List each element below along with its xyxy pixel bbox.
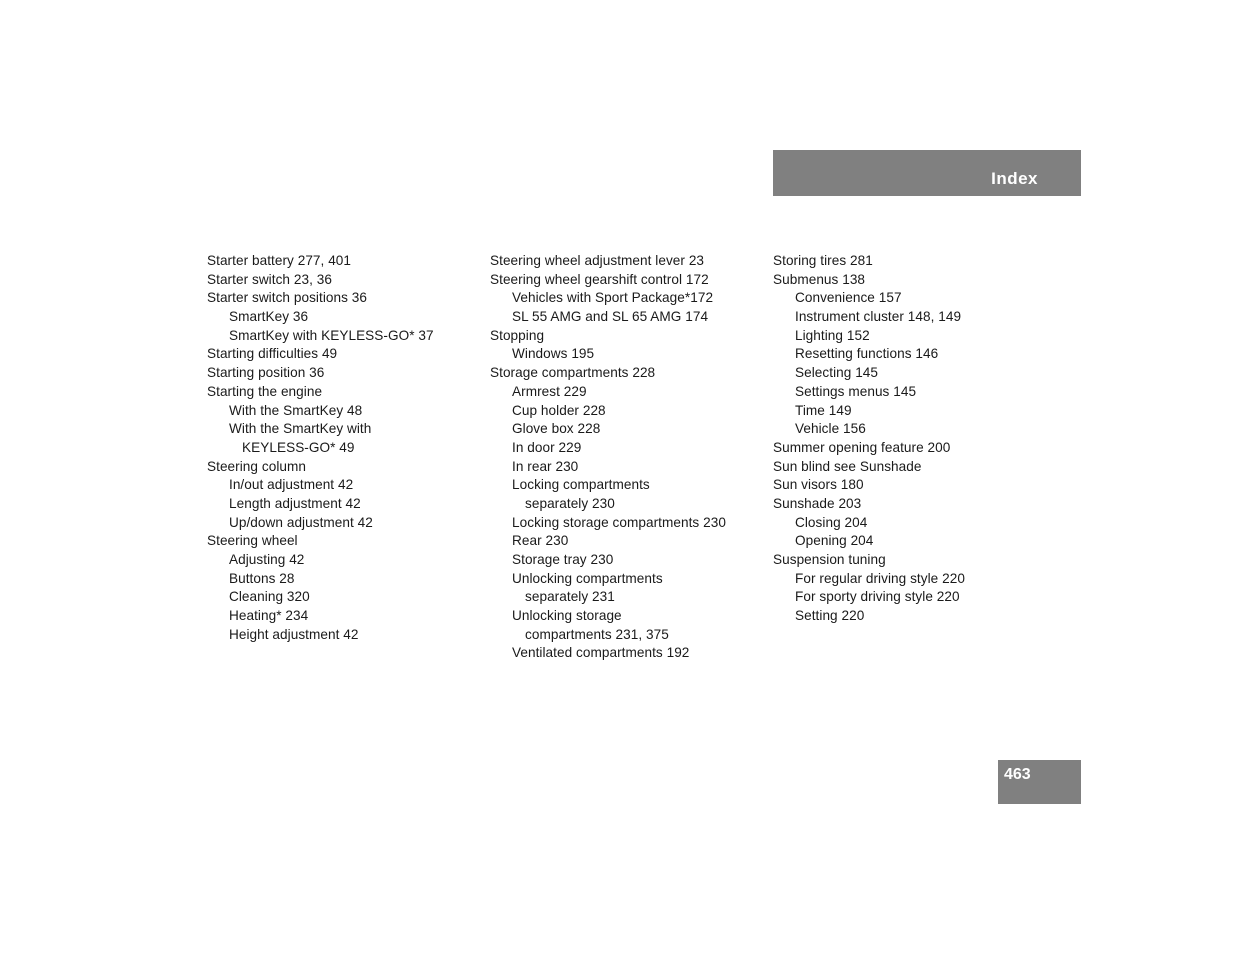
- index-subentry: For sporty driving style 220: [795, 589, 960, 605]
- index-subentry: In door 229: [512, 439, 582, 455]
- index-entry: Starter switch positions 36: [207, 290, 368, 306]
- index-entry: Sun blind see Sunshade: [773, 458, 922, 474]
- index-subentry: KEYLESS-GO* 49: [242, 439, 355, 455]
- index-subentry: Unlocking storage: [512, 608, 622, 624]
- section-title: Index: [991, 169, 1038, 188]
- index-subentry: SmartKey with KEYLESS-GO* 37: [229, 327, 434, 343]
- index-subentry: Heating* 234: [229, 608, 309, 624]
- index-subentry: Cup holder 228: [512, 402, 606, 418]
- index-subentry: Settings menus 145: [795, 383, 917, 399]
- index-entry: Stopping: [490, 327, 545, 343]
- index-subentry: Height adjustment 42: [229, 626, 359, 642]
- index-subentry: Time 149: [795, 402, 852, 418]
- index-subentry: In/out adjustment 42: [229, 477, 354, 493]
- index-entry: Starter switch 23, 36: [207, 271, 332, 287]
- index-subentry: SL 55 AMG and SL 65 AMG 174: [512, 309, 709, 325]
- index-entry: Starting the engine: [207, 383, 323, 399]
- index-subentry: Vehicles with Sport Package*172: [512, 290, 714, 306]
- index-subentry: compartments 231, 375: [525, 626, 669, 642]
- index-entry: Sun visors 180: [773, 477, 864, 493]
- index-subentry: Instrument cluster 148, 149: [795, 309, 962, 325]
- section-header-tab: [773, 150, 1081, 196]
- index-subentry: Ventilated compartments 192: [512, 645, 690, 661]
- index-subentry: Up/down adjustment 42: [229, 514, 373, 530]
- index-entry: Steering wheel gearshift control 172: [490, 271, 709, 287]
- index-subentry: Setting 220: [795, 608, 865, 624]
- index-column-1: [207, 252, 487, 644]
- index-subentry: Lighting 152: [795, 327, 870, 343]
- index-subentry: Buttons 28: [229, 570, 295, 586]
- index-entry: Starter battery 277, 401: [207, 253, 352, 268]
- index-entry: Suspension tuning: [773, 552, 886, 567]
- index-subentry: Selecting 145: [795, 365, 879, 381]
- index-entry: Submenus 138: [773, 271, 866, 287]
- index-entry: Storage compartments 228: [490, 365, 656, 381]
- index-subentry: Cleaning 320: [229, 589, 310, 605]
- index-subentry: Rear 230: [512, 533, 569, 549]
- index-entry: Starting difficulties 49: [207, 346, 338, 362]
- index-subentry: Windows 195: [512, 346, 595, 362]
- index-subentry: separately 231: [525, 589, 615, 605]
- index-entry: Storing tires 281: [773, 253, 873, 268]
- index-entry: Sunshade 203: [773, 495, 862, 511]
- index-subentry: Locking compartments: [512, 477, 650, 493]
- index-column-2: [490, 252, 770, 663]
- index-subentry: Unlocking compartments: [512, 570, 663, 586]
- index-subentry: Glove box 228: [512, 421, 601, 437]
- page-number-box: [998, 760, 1081, 804]
- index-subentry: For regular driving style 220: [795, 570, 965, 586]
- index-entry: Steering wheel adjustment lever 23: [490, 253, 705, 268]
- index-subentry: Vehicle 156: [795, 421, 866, 437]
- index-subentry: Adjusting 42: [229, 552, 305, 567]
- page-number: 463: [1004, 766, 1031, 783]
- index-subentry: In rear 230: [512, 458, 579, 474]
- index-subentry: Closing 204: [795, 514, 868, 530]
- index-subentry: Armrest 229: [512, 383, 587, 399]
- index-subentry: Opening 204: [795, 533, 874, 549]
- index-subentry: separately 230: [525, 495, 615, 511]
- index-subentry: Resetting functions 146: [795, 346, 939, 362]
- index-subentry: Convenience 157: [795, 290, 902, 306]
- index-subentry: SmartKey 36: [229, 309, 309, 325]
- index-entry: Steering column: [207, 458, 306, 474]
- index-subentry: Length adjustment 42: [229, 495, 361, 511]
- index-entry: Starting position 36: [207, 365, 325, 381]
- index-subentry: Storage tray 230: [512, 552, 614, 567]
- index-entry: Summer opening feature 200: [773, 439, 951, 455]
- index-column-3: [773, 252, 1053, 626]
- index-subentry: Locking storage compartments 230: [512, 514, 726, 530]
- index-subentry: With the SmartKey 48: [229, 402, 363, 418]
- index-subentry: With the SmartKey with: [229, 421, 372, 437]
- index-entry: Steering wheel: [207, 533, 298, 549]
